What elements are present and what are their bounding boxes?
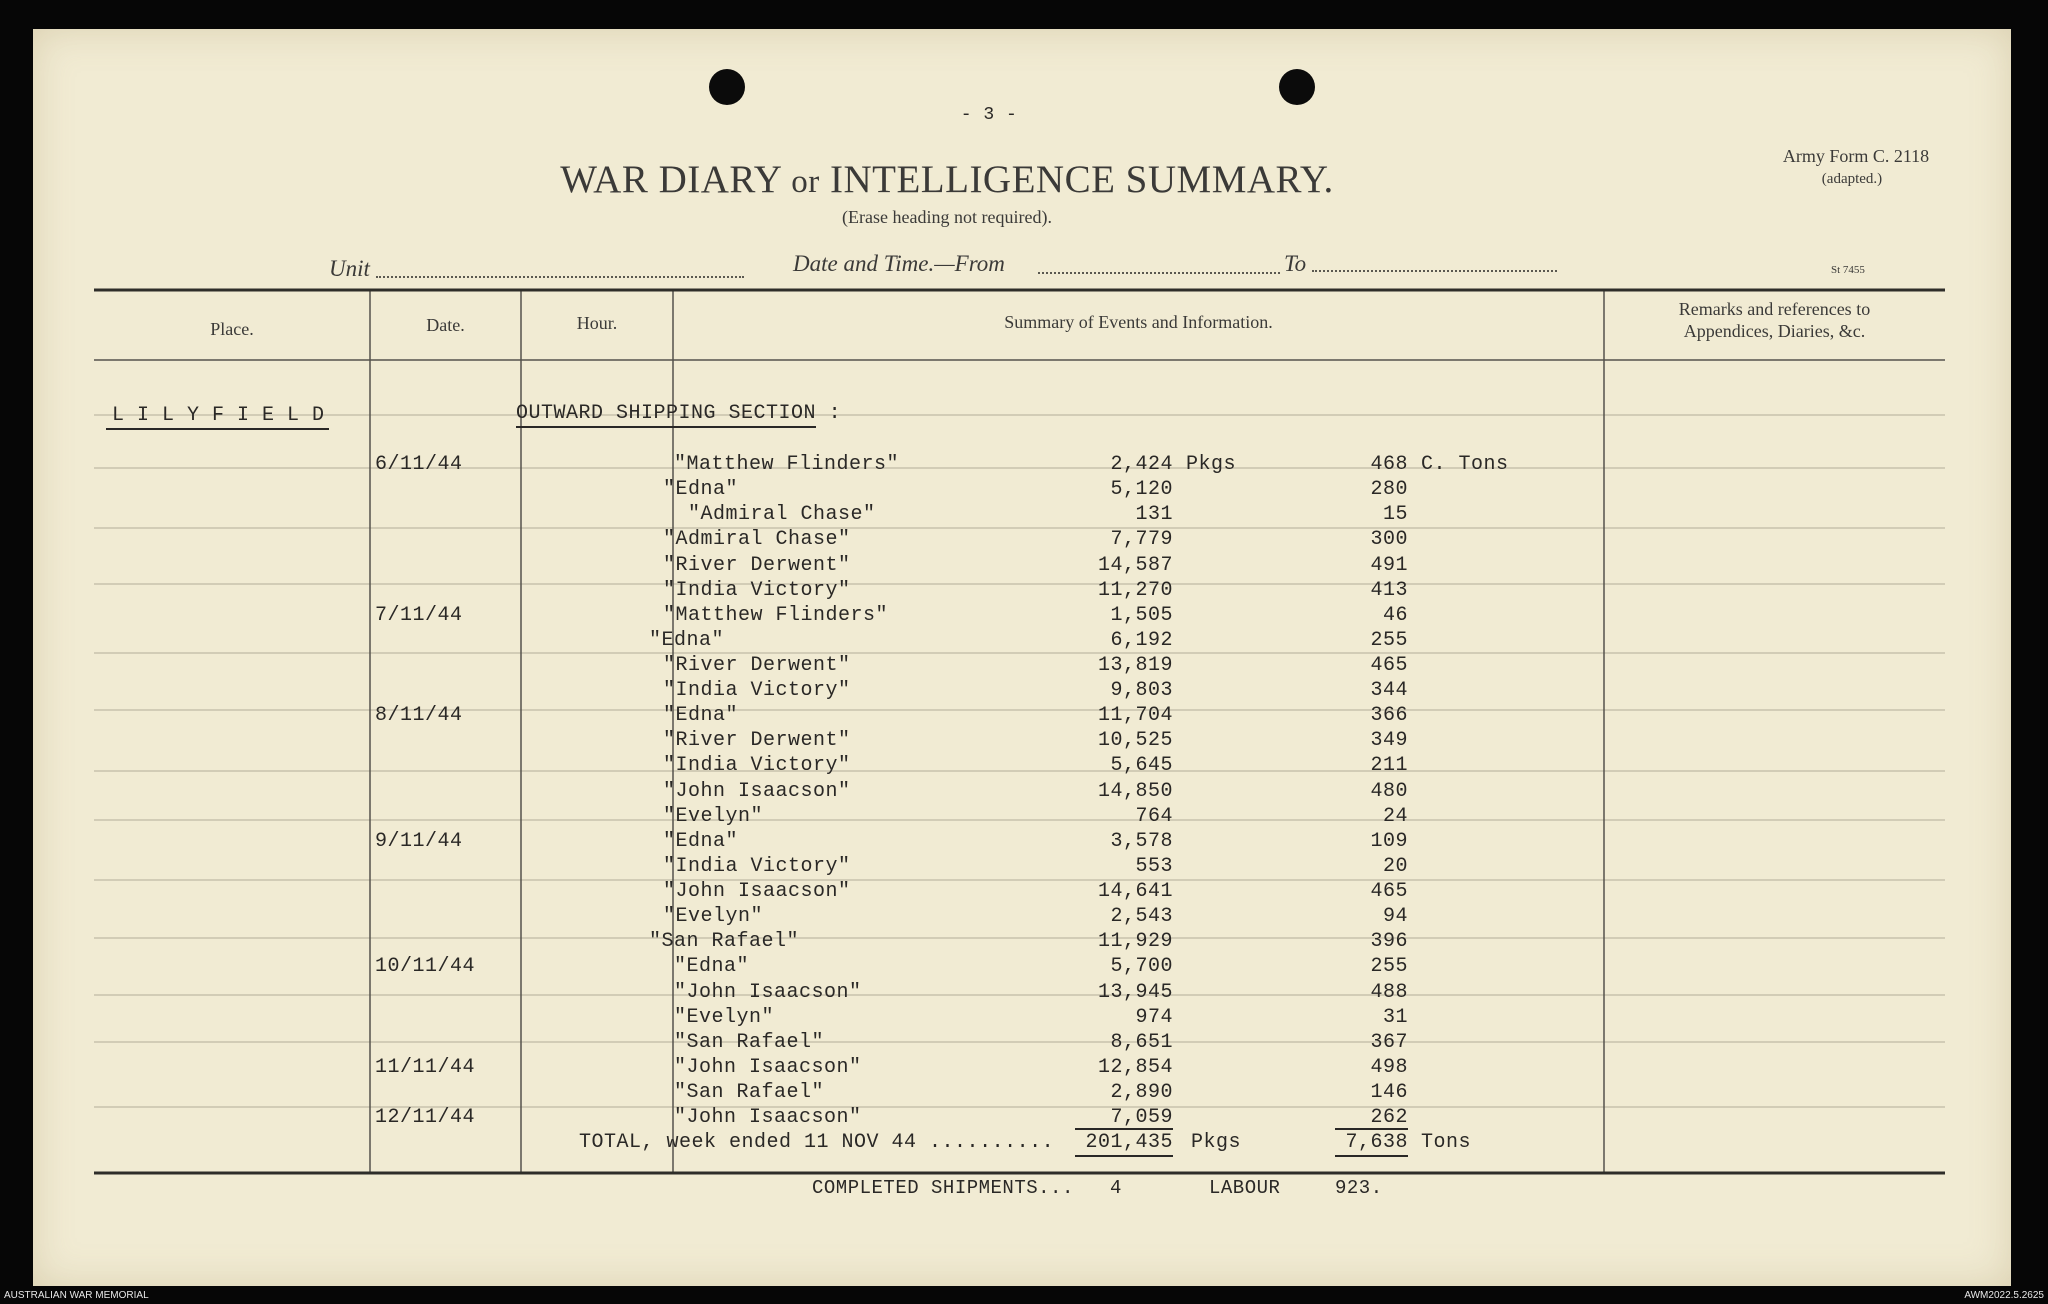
package-count: 5,120 (1110, 478, 1173, 502)
total-label: TOTAL, week ended 11 NOV 44 .......... (579, 1131, 1055, 1154)
total-packages: 201,435 (1075, 1128, 1173, 1157)
tonnage: 491 (1370, 553, 1408, 577)
ship-name: "Matthew Flinders" (663, 603, 889, 627)
column-header-date: Date. (426, 315, 465, 335)
remarks-header-line-1: Remarks and references to (1678, 299, 1871, 319)
tonnage: 146 (1370, 1081, 1408, 1104)
ship-name: "India Victory" (663, 754, 851, 778)
package-count: 11,704 (1097, 704, 1173, 728)
ship-name: "John Isaacson" (663, 880, 851, 903)
total-tonnage: 7,638 (1335, 1128, 1408, 1157)
ship-name: "Edna" (663, 704, 739, 728)
tonnage: 396 (1370, 930, 1408, 954)
tonnage: 349 (1370, 729, 1408, 753)
title-part-2: INTELLIGENCE SUMMARY. (830, 158, 1334, 201)
title-part-1: WAR DIARY (560, 158, 781, 201)
package-count: 7,059 (1110, 1106, 1173, 1130)
ship-name: "Matthew Flinders" (674, 453, 900, 476)
ship-name: "San Rafael" (674, 1081, 825, 1104)
tonnage: 465 (1370, 654, 1408, 677)
package-count: 11,270 (1097, 578, 1173, 602)
column-header-remarks (1604, 298, 1945, 342)
stock-number: St 7455 (1831, 264, 1865, 276)
ship-name: "India Victory" (663, 854, 851, 878)
package-count: 10,525 (1097, 729, 1173, 753)
package-count: 5,645 (1110, 754, 1173, 778)
section-heading (516, 401, 841, 426)
tonnage: 262 (1370, 1106, 1408, 1130)
date-from-label: Date and Time.—From (793, 251, 1005, 276)
column-header-summary: Summary of Events and Information. (1004, 312, 1273, 332)
tonnage: 46 (1382, 603, 1408, 627)
tonnage-unit: C. Tons (1421, 453, 1509, 476)
army-form-note: (adapted.) (1821, 171, 1883, 187)
army-form-number: Army Form C. 2118 (1782, 146, 1930, 166)
ship-name: "Edna" (663, 829, 739, 853)
section-heading-colon: : (828, 402, 842, 425)
ship-name: "Edna" (663, 478, 739, 502)
tonnage: 20 (1382, 854, 1408, 878)
completed-shipments-label: COMPLETED SHIPMENTS... (812, 1177, 1074, 1199)
unit-label: Unit (329, 256, 370, 281)
package-count: 12,854 (1097, 1055, 1173, 1079)
tonnage: 280 (1370, 478, 1408, 502)
package-count: 6,192 (1110, 628, 1173, 652)
tonnage: 300 (1370, 528, 1408, 552)
tonnage: 255 (1370, 628, 1408, 652)
ship-name: "Admiral Chase" (688, 503, 876, 527)
package-count: 2,543 (1110, 905, 1173, 929)
ship-name: "John Isaacson" (663, 779, 851, 803)
page-number: - 3 - (960, 105, 1018, 125)
completed-shipments-count: 4 (1110, 1177, 1122, 1199)
labour-count: 923. (1335, 1177, 1383, 1199)
tonnage: 344 (1370, 679, 1408, 703)
entry-date: 10/11/44 (375, 955, 476, 979)
ship-name: "River Derwent" (663, 729, 851, 753)
tonnage: 94 (1382, 905, 1408, 929)
entry-date: 9/11/44 (375, 829, 463, 853)
place-name-text: L I L Y F I E L D (106, 404, 329, 430)
package-count: 2,424 (1110, 453, 1173, 476)
package-count: 553 (1135, 854, 1173, 878)
tonnage: 498 (1370, 1055, 1408, 1079)
entry-date: 12/11/44 (375, 1106, 476, 1130)
ship-name: "San Rafael" (649, 930, 800, 954)
package-count: 11,929 (1097, 930, 1173, 954)
total-tonnage-unit: Tons (1421, 1131, 1472, 1154)
ship-name: "Edna" (649, 628, 725, 652)
entry-date: 8/11/44 (375, 704, 463, 728)
archive-reference: AWM2022.5.2625 (1964, 1290, 2044, 1301)
ship-name: "John Isaacson" (674, 1055, 862, 1079)
package-count: 131 (1135, 503, 1173, 527)
tonnage: 367 (1370, 1030, 1408, 1054)
archive-credit: AUSTRALIAN WAR MEMORIAL (4, 1290, 149, 1301)
total-packages-unit: Pkgs (1191, 1131, 1242, 1154)
tonnage: 109 (1370, 829, 1408, 853)
package-count: 14,587 (1097, 553, 1173, 577)
date-to-label: To (1284, 251, 1307, 276)
ship-name: "River Derwent" (663, 654, 851, 677)
ship-name: "Admiral Chase" (663, 528, 851, 552)
package-count: 8,651 (1110, 1030, 1173, 1054)
tonnage: 480 (1370, 779, 1408, 803)
title-joiner: or (791, 164, 820, 200)
tonnage: 465 (1370, 880, 1408, 903)
section-heading-title: OUTWARD SHIPPING SECTION (516, 402, 816, 428)
package-count: 5,700 (1110, 955, 1173, 979)
package-count: 2,890 (1110, 1081, 1173, 1104)
entry-date: 6/11/44 (375, 453, 463, 476)
ship-name: "John Isaacson" (674, 1106, 862, 1130)
ship-name: "Evelyn" (663, 804, 764, 828)
ship-name: "River Derwent" (663, 553, 851, 577)
package-count: 974 (1135, 1005, 1173, 1029)
package-count: 14,641 (1097, 880, 1173, 903)
ship-name: "Edna" (674, 955, 750, 979)
package-count: 14,850 (1097, 779, 1173, 803)
package-count: 3,578 (1110, 829, 1173, 853)
tonnage: 468 (1370, 453, 1408, 476)
tonnage: 488 (1370, 980, 1408, 1004)
package-count: 7,779 (1110, 528, 1173, 552)
labour-label: LABOUR (1209, 1177, 1281, 1199)
package-unit: Pkgs (1186, 453, 1237, 476)
column-header-hour: Hour. (576, 313, 618, 333)
package-count: 1,505 (1110, 603, 1173, 627)
package-count: 764 (1135, 804, 1173, 828)
tonnage: 413 (1370, 578, 1408, 602)
entry-date: 7/11/44 (375, 603, 463, 627)
tonnage: 24 (1382, 804, 1408, 828)
ship-name: "Evelyn" (663, 905, 764, 929)
ship-name: "India Victory" (663, 578, 851, 602)
form-subtitle: (Erase heading not required). (842, 207, 1052, 227)
tonnage: 15 (1382, 503, 1408, 527)
ship-name: "India Victory" (663, 679, 851, 703)
ship-name: "Evelyn" (674, 1005, 775, 1029)
tonnage: 211 (1370, 754, 1408, 778)
ship-name: "San Rafael" (674, 1030, 825, 1054)
entry-date: 11/11/44 (375, 1055, 476, 1079)
column-header-place: Place. (210, 319, 254, 339)
package-count: 9,803 (1110, 679, 1173, 703)
ship-name: "John Isaacson" (674, 980, 862, 1004)
tonnage: 366 (1370, 704, 1408, 728)
package-count: 13,945 (1097, 980, 1173, 1004)
remarks-header-line-2: Appendices, Diaries, &c. (1683, 321, 1866, 341)
tonnage: 255 (1370, 955, 1408, 979)
place-name (106, 403, 329, 428)
tonnage: 31 (1382, 1005, 1408, 1029)
package-count: 13,819 (1097, 654, 1173, 677)
